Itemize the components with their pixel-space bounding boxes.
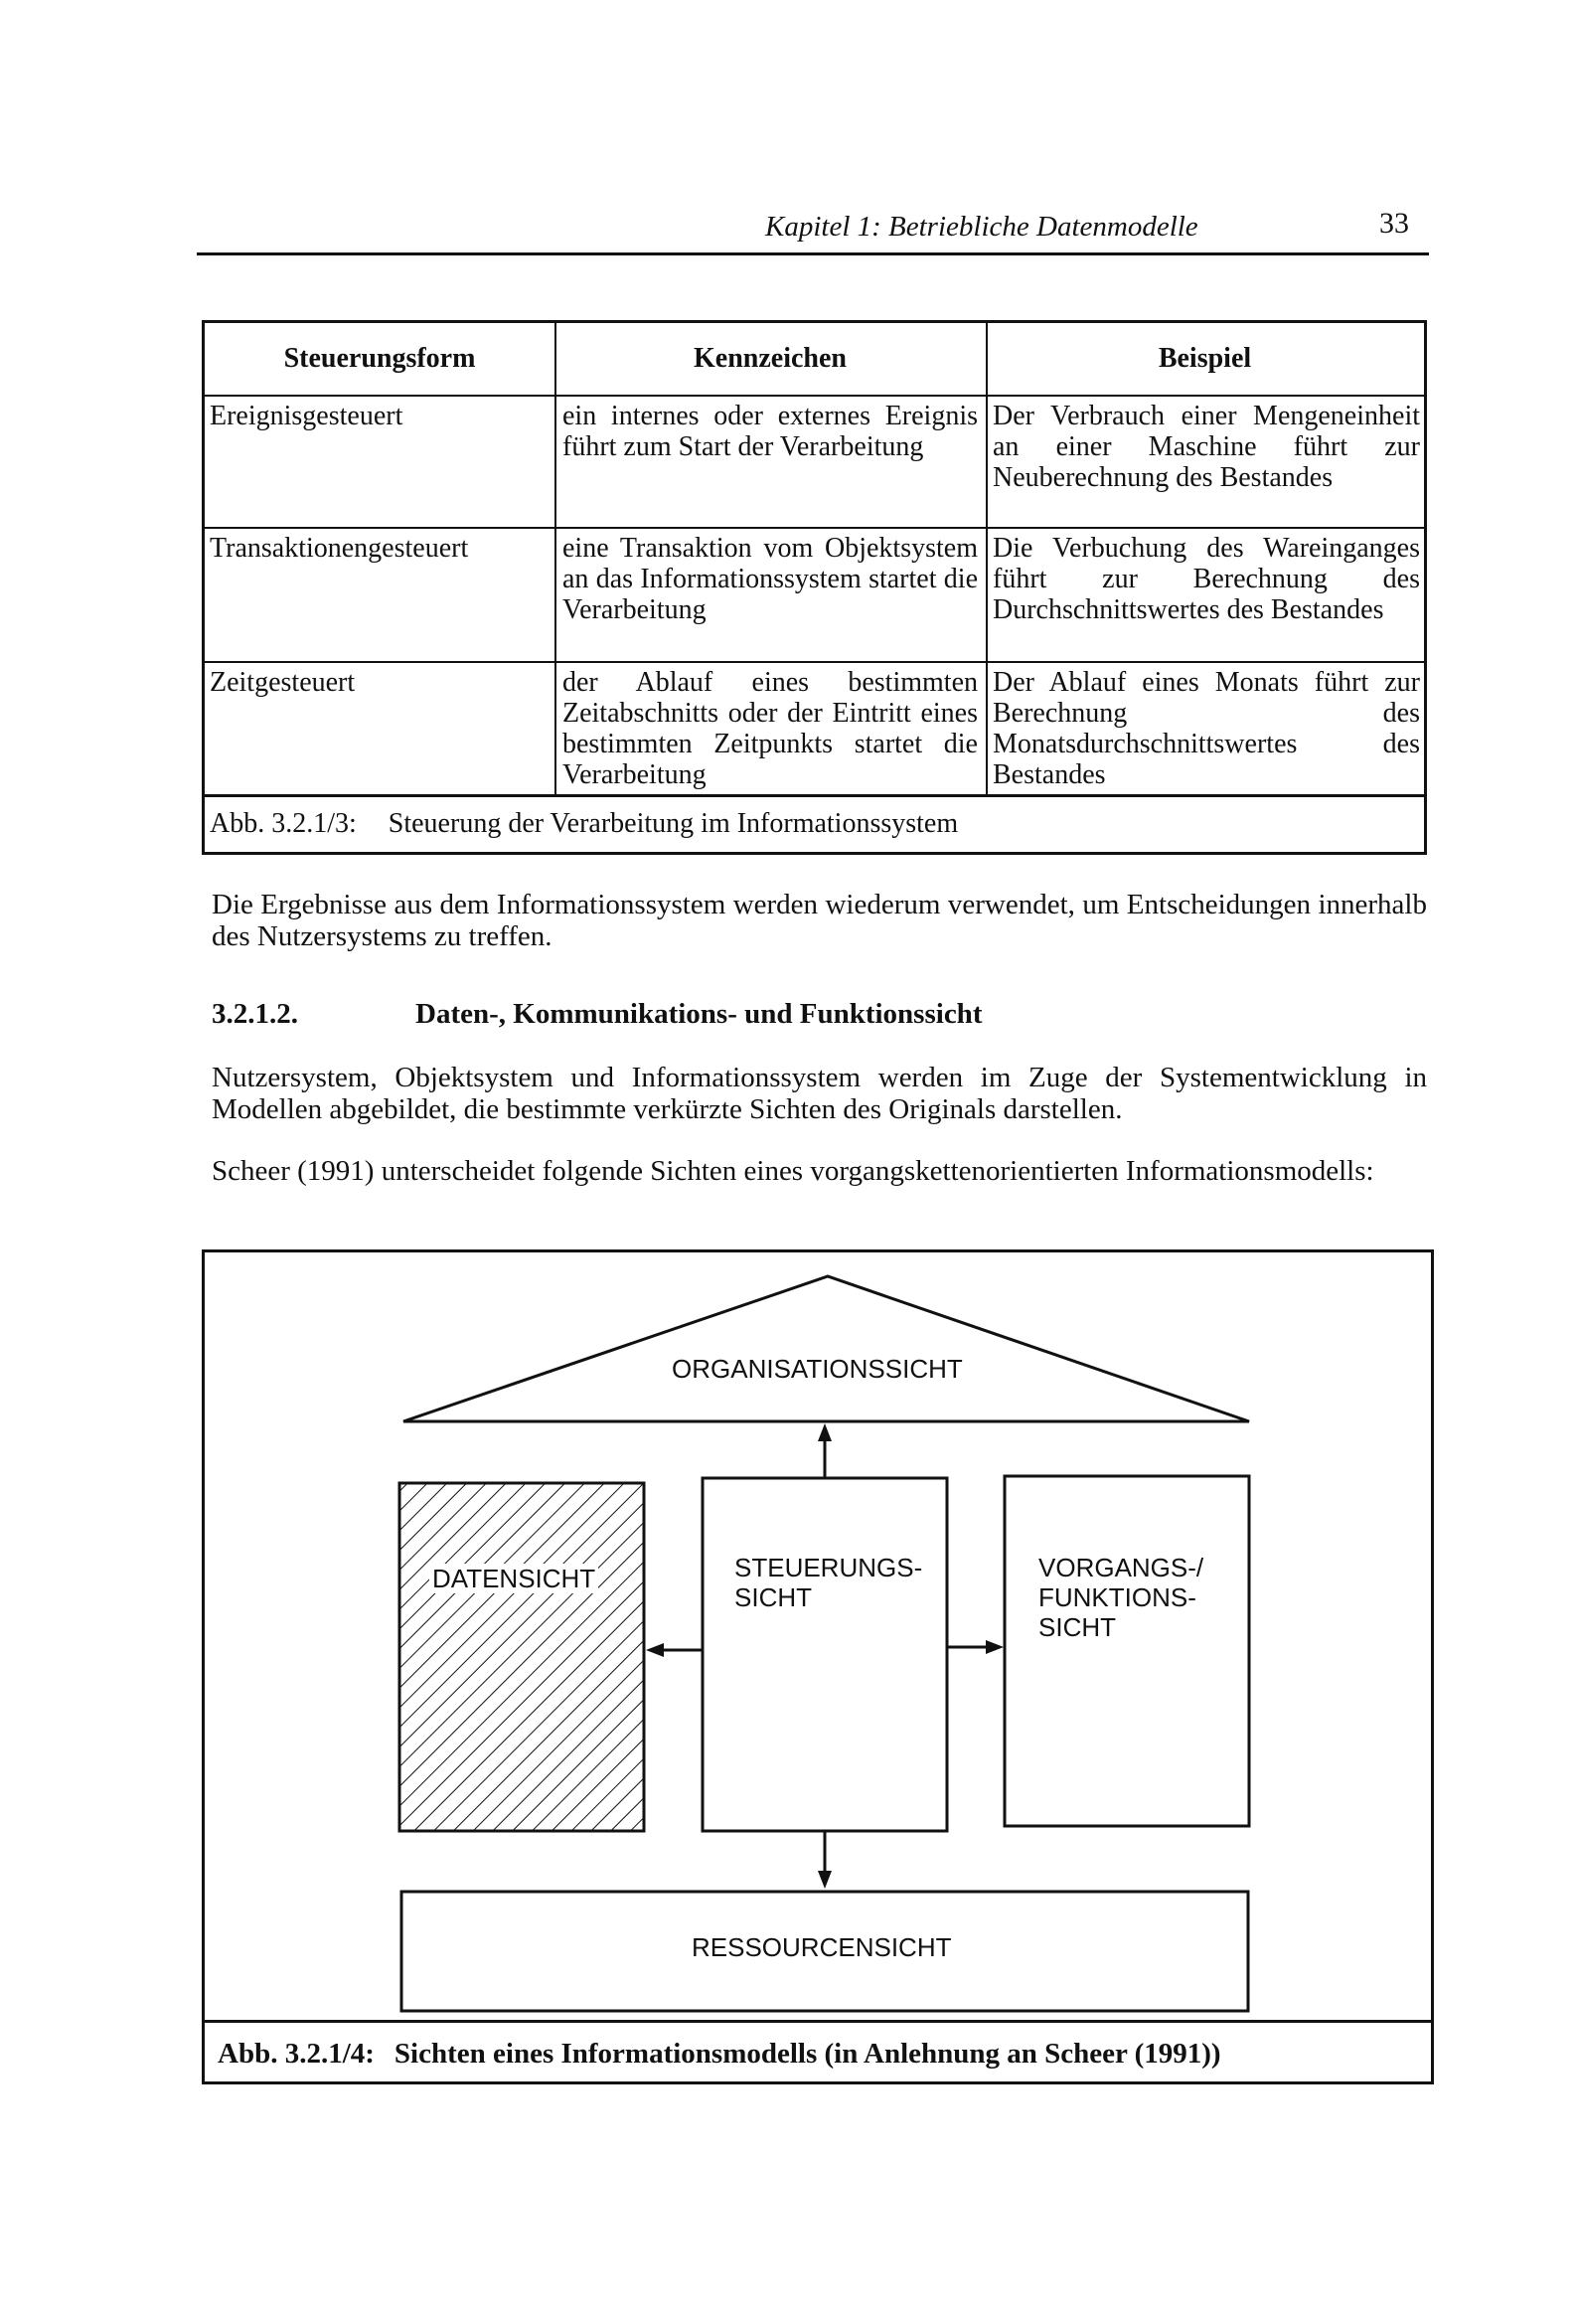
row-divider [205,527,1424,529]
figure-caption [218,2038,1221,2071]
caption-title: Steuerung der Verarbeitung im Informationssystem [388,808,959,839]
table-cell-beispiel: Die Verbuchung des Wareinganges führt zur Berechnung des Durchschnittswertes des Bestandes [993,533,1420,625]
datensicht-label: DATENSICHT [429,1564,598,1593]
page-number: 33 [1379,207,1409,240]
arrow-right-head [986,1640,1004,1654]
paragraph: Nutzersystem, Objektsystem und Informationssystem werden im Zuge der Systementwicklung in Modellen abgebildet, die bestimmte verkürzte Sichten des Originals darstellen. [212,1062,1427,1125]
steuerung-table [202,320,1427,855]
vorgangssicht-label-line: FUNKTIONS- [1038,1582,1196,1612]
column-header: Beispiel [1158,343,1252,374]
arrow-up-head [818,1423,832,1441]
column-header: Steuerungsform [283,343,476,374]
caption-divider [205,794,1424,797]
vorgangssicht-label-line: SICHT [1038,1612,1116,1642]
arrow-down-head [818,1871,832,1889]
table-cell-beispiel: Der Verbrauch einer Mengeneinheit an einer Maschine führt zur Neuberechnung des Bestandes [993,401,1420,493]
steuerungssicht-label-line: SICHT [734,1582,812,1612]
steuerungssicht-label [734,1553,922,1612]
vorgangssicht-label [1038,1553,1203,1642]
vorgangssicht-label-line: VORGANGS-/ [1038,1553,1204,1582]
table-caption [210,808,958,840]
table-cell-form: Ereignisgesteuert [210,401,403,431]
caption-divider [205,2020,1431,2023]
caption-title: Sichten eines Informationsmodells (in Anlehnung an Scheer (1991)) [394,2038,1221,2070]
paragraph: Scheer (1991) unterscheidet folgende Sichten eines vorgangskettenorientierten Informationsmodells: [212,1155,1374,1187]
organisation-triangle [403,1276,1249,1421]
table-cell-kennzeichen: ein internes oder externes Ereignis führt zum Start der Verarbeitung [562,401,978,462]
row-divider [205,661,1424,663]
steuerungssicht-box [703,1478,947,1831]
table-cell-kennzeichen: eine Transaktion vom Objektsystem an das Informationssystem startet die Verarbeitung [562,533,978,625]
running-header-title: Kapitel 1: Betriebliche Datenmodelle [765,211,1198,243]
datensicht-box [399,1483,644,1831]
section-number: 3.2.1.2. [212,998,298,1030]
table-cell-form: Transaktionengesteuert [210,533,469,564]
paragraph: Die Ergebnisse aus dem Informationssystem werden wiederum verwendet, um Entscheidungen innerhalb des Nutzersystems zu treffen. [212,889,1427,952]
column-header: Kennzeichen [694,343,847,374]
table-cell-beispiel: Der Ablauf eines Monats führt zur Berechnung des Monatsdurchschnittswertes des Bestandes [993,667,1420,790]
arrow-left-head [646,1643,664,1657]
steuerungssicht-label-line: STEUERUNGS- [734,1553,923,1582]
header-rule [197,252,1429,255]
caption-label: Abb. 3.2.1/4: [218,2038,375,2070]
ressourcensicht-label: RESSOURCENSICHT [692,1932,952,1962]
vorgangssicht-box [1005,1476,1249,1826]
informationsmodell-diagram [202,1249,1434,2084]
table-cell-form: Zeitgesteuert [210,667,356,698]
organisation-label: ORGANISATIONSSICHT [672,1354,963,1384]
section-title: Daten-, Kommunikations- und Funktionssicht [415,998,983,1030]
row-divider [205,395,1424,397]
caption-label: Abb. 3.2.1/3: [210,808,357,839]
table-cell-kennzeichen: der Ablauf eines bestimmten Zeitabschnitts oder der Eintritt eines bestimmten Zeitpunkts startet die Verarbeitung [562,667,978,790]
